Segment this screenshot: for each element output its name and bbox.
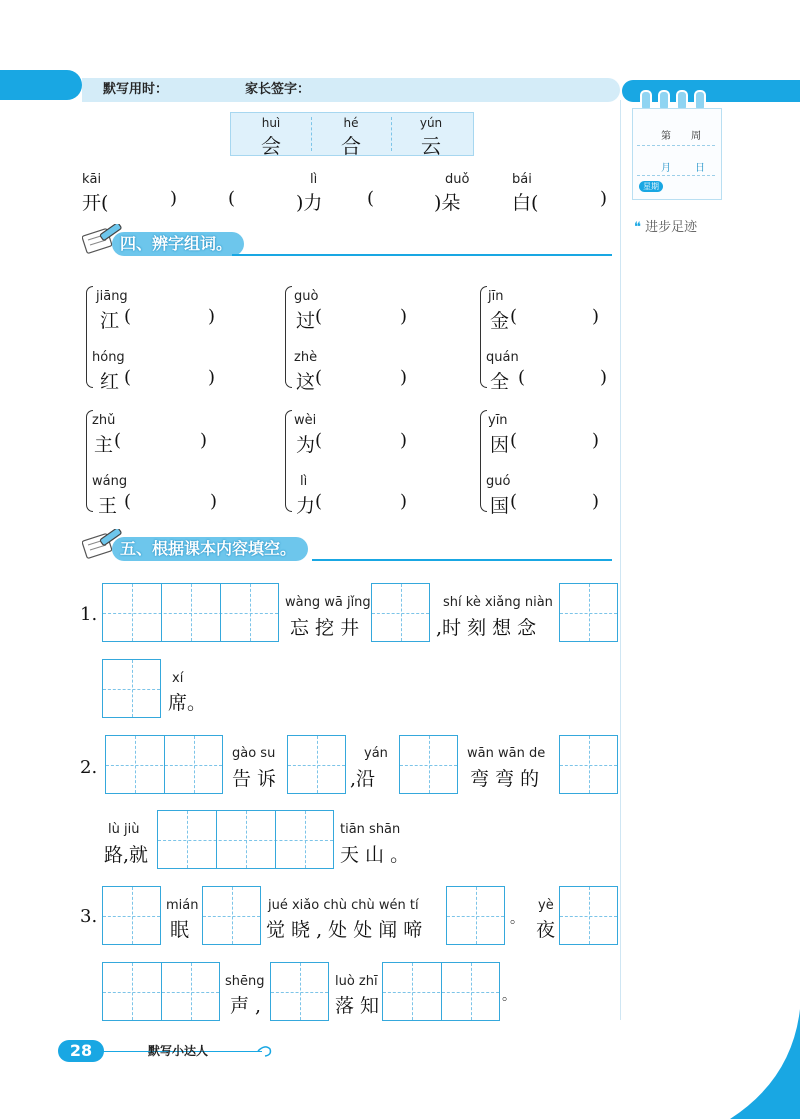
char: 力 [296, 495, 316, 517]
pinyin: zhǔ [92, 413, 116, 428]
pinyin: shí kè xiǎng niàn [443, 595, 553, 610]
pinyin: lù jiù [108, 822, 140, 837]
char: 过 [296, 310, 316, 332]
pinyin: guó [486, 474, 511, 489]
fill-blank[interactable]: 开( [82, 192, 109, 214]
time-label: 默写用时： [103, 82, 169, 97]
pinyin: lì [300, 474, 308, 489]
char: 这 [296, 371, 316, 393]
pinyin: yán [364, 746, 388, 761]
pinyin: jué xiǎo chù chù wén tí [268, 898, 419, 913]
pinyin: wèi [294, 413, 317, 428]
writing-grid[interactable] [371, 583, 430, 642]
text: 夜 [536, 919, 556, 941]
pinyin: luò zhī [335, 974, 378, 989]
fill-pinyin: duǒ [445, 172, 470, 187]
char: 全 [490, 371, 510, 393]
pinyin: yīn [488, 413, 508, 428]
text: ,沿 [350, 768, 376, 790]
pinyin: shēng [225, 974, 265, 989]
word-cell: yún 云 [419, 116, 443, 158]
word-cell: huì 会 [261, 116, 281, 158]
writing-grid[interactable] [446, 886, 505, 945]
question-number: 3. [80, 906, 98, 927]
writing-grid[interactable] [270, 962, 329, 1021]
brace [480, 286, 487, 388]
pinyin: jīn [488, 289, 504, 304]
fill-pinyin: kāi [82, 172, 102, 187]
word-box [230, 112, 474, 156]
pinyin: mián [166, 898, 199, 913]
progress-label: ❝ 进步足迹 [634, 220, 698, 235]
pinyin: wàng wā jǐng [285, 595, 371, 610]
char: 国 [490, 495, 510, 517]
brace [480, 410, 487, 512]
fill-blank[interactable]: )力 [296, 192, 323, 214]
text: 告 诉 [232, 768, 277, 790]
pinyin: quán [486, 350, 519, 365]
word-cell: hé 合 [341, 116, 361, 158]
section-5-title: 五、根据课本内容填空。 [82, 537, 622, 561]
pinyin: zhè [294, 350, 318, 365]
char: 为 [296, 434, 316, 456]
char: 因 [490, 434, 510, 456]
week-suffix: 周 [691, 131, 701, 142]
text: ,时 刻 想 念 [436, 617, 537, 639]
text: 。 [510, 911, 524, 927]
pinyin: gào su [232, 746, 276, 761]
char: 江 [100, 310, 120, 332]
writing-grid[interactable] [102, 583, 279, 642]
question-number: 1. [80, 604, 98, 625]
calendar-card [632, 108, 722, 200]
writing-grid[interactable] [102, 659, 161, 718]
fill-blank[interactable]: 白( [512, 192, 539, 214]
text: 。 [502, 988, 516, 1004]
swirl-icon [256, 1043, 274, 1059]
pinyin: tiān shān [340, 822, 401, 837]
writing-grid[interactable] [202, 886, 261, 945]
header-pill [0, 70, 82, 100]
brace [86, 286, 93, 388]
brace [285, 286, 292, 388]
writing-grid[interactable] [102, 962, 220, 1021]
writing-grid[interactable] [287, 735, 346, 794]
corner-decoration [730, 1009, 800, 1119]
writing-grid[interactable] [105, 735, 223, 794]
brace [285, 410, 292, 512]
pinyin: guò [294, 289, 319, 304]
parent-signature-label: 家长签字： [245, 82, 311, 97]
text: 路,就 [104, 844, 149, 866]
fill-pinyin: lì [310, 172, 318, 187]
writing-grid[interactable] [399, 735, 458, 794]
fill-blank[interactable]: )朵 [434, 192, 461, 214]
writing-grid[interactable] [559, 583, 618, 642]
text: 天 山 。 [340, 844, 410, 866]
writing-grid[interactable] [559, 886, 618, 945]
text: 忘 挖 井 [290, 617, 360, 639]
pinyin: wáng [92, 474, 128, 489]
text: 席。 [168, 692, 207, 714]
writing-grid[interactable] [382, 962, 500, 1021]
month-label: 月 [661, 163, 671, 174]
char: 王 [98, 495, 118, 517]
text: 落 知 [335, 995, 380, 1017]
pinyin: yè [538, 898, 554, 913]
footprint-icon: ❝ [634, 220, 641, 235]
week-prefix: 第 [661, 131, 671, 142]
pinyin: hóng [92, 350, 125, 365]
writing-grid[interactable] [157, 810, 334, 869]
text: 弯 弯 的 [470, 768, 540, 790]
pinyin: xí [172, 671, 184, 686]
weekday-tag: 星期 [639, 181, 663, 192]
char: 主 [94, 434, 114, 456]
day-label: 日 [695, 163, 705, 174]
page-number: 28 [58, 1040, 104, 1062]
writing-grid[interactable] [102, 886, 161, 945]
text: 声 , [230, 995, 262, 1017]
fill-pinyin: bái [512, 172, 532, 187]
pinyin: wān wān de [467, 746, 546, 761]
writing-grid[interactable] [559, 735, 618, 794]
text: 觉 晓 , 处 处 闻 啼 [266, 919, 423, 941]
footer-title: 默写小达人 [148, 1044, 209, 1058]
pinyin: jiāng [96, 289, 128, 304]
question-number: 2. [80, 757, 98, 778]
section-4-title: 四、辨字组词。 [82, 232, 622, 256]
char: 红 [100, 371, 120, 393]
char: 金 [490, 310, 510, 332]
text: 眠 [170, 919, 190, 941]
